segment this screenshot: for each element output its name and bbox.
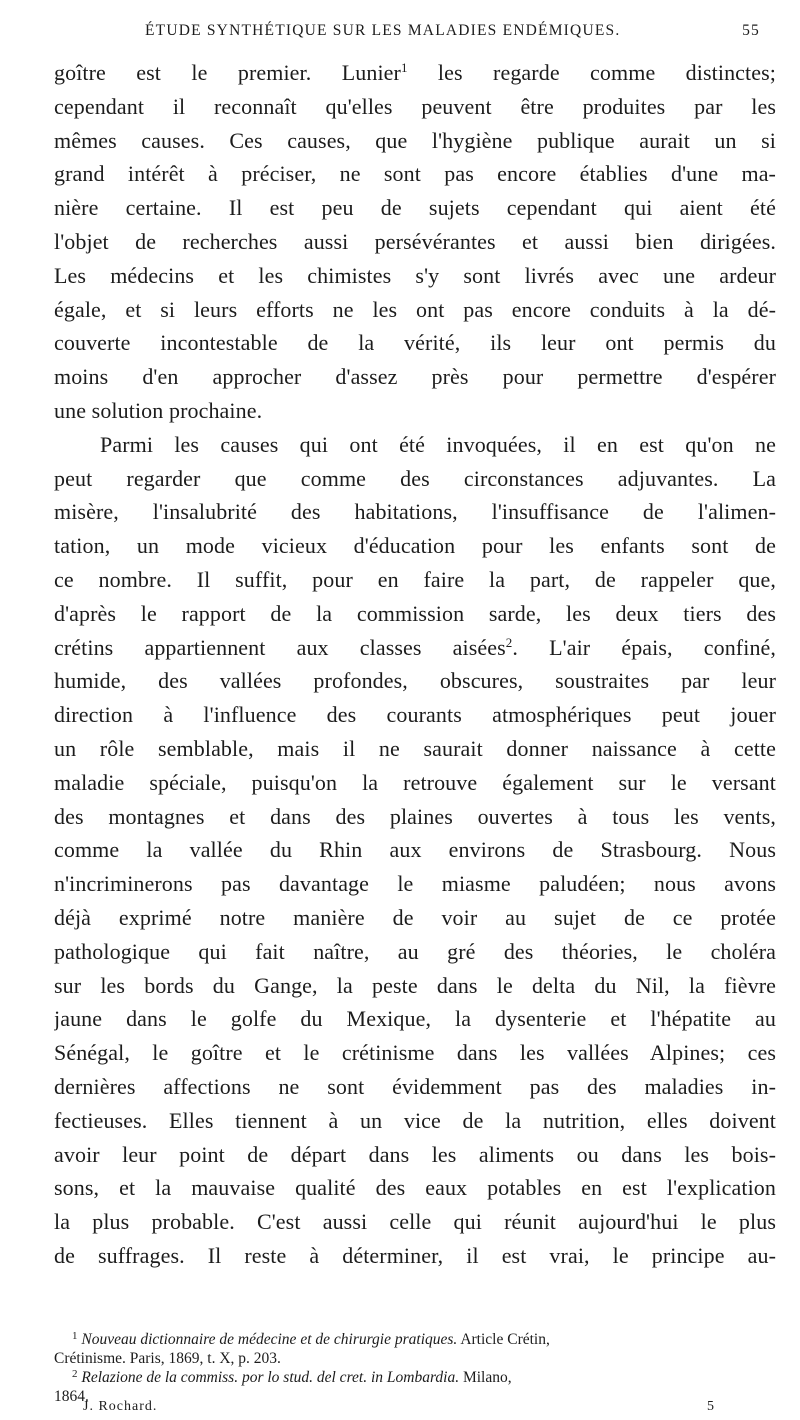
text-line-content: misère, l'insalubrité des habitations, l'insuffisance de l'alimen-	[54, 499, 776, 525]
text-line	[54, 664, 776, 698]
text-line	[54, 360, 776, 394]
text-line	[54, 326, 776, 360]
text-line	[54, 597, 776, 631]
printer-signature	[83, 1399, 783, 1415]
text-line	[54, 1002, 776, 1036]
footnote-1-marker: 1	[72, 1330, 78, 1342]
text-line-content: maladie spéciale, puisqu'on la retrouve également sur le versant	[54, 769, 776, 795]
text-line	[54, 1070, 776, 1104]
text-line-content: grand intérêt à préciser, ne sont pas encore établies d'une ma-	[54, 161, 776, 187]
text-line-content: pathologique qui fait naître, au gré des théories, le choléra	[54, 938, 776, 964]
footnote-2-continuation: 1864.	[54, 1388, 89, 1405]
text-line	[54, 124, 776, 158]
signature-sheet-number: 5	[707, 1399, 715, 1414]
text-line	[54, 1171, 776, 1205]
text-line	[54, 56, 776, 90]
text-line	[54, 462, 776, 496]
text-line-content: Les médecins et les chimistes s'y sont livrés avec une ardeur	[54, 262, 776, 288]
text-line	[54, 1104, 776, 1138]
text-line-content: cependant il reconnaît qu'elles peuvent être produites par les	[54, 93, 776, 119]
text-line	[54, 495, 776, 529]
text-line	[54, 698, 776, 732]
signature-author: J. Rochard.	[83, 1399, 158, 1414]
text-line	[54, 732, 776, 766]
text-line	[54, 867, 776, 901]
text-line-content: dernières affections ne sont évidemment pas des maladies in-	[54, 1073, 776, 1099]
running-head-title: ÉTUDE SYNTHÉTIQUE SUR LES MALADIES ENDÉMIQUES.	[145, 22, 621, 39]
text-line-content: les regarde comme distinctes;	[407, 60, 776, 85]
text-line-content: crétins appartiennent aux classes aisées	[54, 634, 506, 660]
text-line-content: humide, des vallées profondes, obscures, soustraites par leur	[54, 668, 776, 694]
text-line	[54, 259, 776, 293]
text-line-content: fectieuses. Elles tiennent à un vice de la nutrition, elles doivent	[54, 1107, 776, 1133]
text-line-content: la plus probable. C'est aussi celle qui réunit aujourd'hui le plus	[54, 1209, 776, 1235]
text-line-content: sur les bords du Gange, la peste dans le delta du Nil, la fièvre	[54, 972, 776, 998]
text-line	[54, 1138, 776, 1172]
text-line	[54, 766, 776, 800]
footnote-2	[54, 1368, 774, 1387]
footnote-1-text: Article Crétin,	[457, 1331, 550, 1348]
text-line-content: tation, un mode vicieux d'éducation pour les enfants sont de	[54, 533, 776, 559]
text-line	[54, 1036, 776, 1070]
text-line-content: comme la vallée du Rhin aux environs de Strasbourg. Nous	[54, 837, 776, 863]
text-line	[54, 428, 776, 462]
text-line	[54, 901, 776, 935]
text-line-content: d'après le rapport de la commission sarde, les deux tiers des	[54, 600, 776, 626]
text-line-content: moins d'en approcher d'assez près pour permettre d'espérer	[54, 364, 776, 390]
text-line-content: des montagnes et dans des plaines ouvertes à tous les vents,	[54, 803, 776, 829]
footnote-reference: 1	[400, 60, 408, 75]
footnotes	[54, 1330, 774, 1406]
text-line	[54, 293, 776, 327]
text-line	[54, 191, 776, 225]
page-number: 55	[742, 22, 760, 39]
text-line-content: n'incriminerons pas davantage le miasme paludéen; nous avons	[54, 871, 776, 897]
text-line	[54, 394, 776, 428]
text-line-content: couverte incontestable de la vérité, ils leur ont permis du	[54, 330, 776, 356]
footnote-2-marker: 2	[72, 1368, 78, 1380]
footnote-2-title: Relazione de la commiss. por lo stud. del cret. in Lombardia.	[81, 1369, 460, 1386]
text-line-content: mêmes causes. Ces causes, que l'hygiène publique aurait un si	[54, 127, 776, 153]
text-line	[54, 1239, 776, 1273]
text-line-content: une solution prochaine.	[54, 397, 263, 423]
text-line-content: jaune dans le golfe du Mexique, la dysenterie et l'hépatite au	[54, 1006, 776, 1032]
text-line	[54, 563, 776, 597]
footnote-1	[54, 1330, 774, 1349]
text-line-content: égale, et si leurs efforts ne les ont pas encore conduits à la dé-	[54, 296, 776, 322]
text-line	[54, 529, 776, 563]
text-line-content: nière certaine. Il est peu de sujets cependant qui aient été	[54, 195, 776, 221]
footnote-2-text: Milano,	[459, 1369, 512, 1386]
text-line	[54, 969, 776, 1003]
text-line	[54, 157, 776, 191]
text-line	[54, 833, 776, 867]
text-line-content: Sénégal, le goître et le crétinisme dans les vallées Alpines; ces	[54, 1040, 776, 1066]
footnote-reference: 2	[505, 634, 513, 650]
text-line-content: avoir leur point de départ dans les aliments ou dans les bois-	[54, 1141, 776, 1167]
text-line-content: de suffrages. Il reste à déterminer, il est vrai, le principe au-	[54, 1242, 776, 1268]
text-line-content: Parmi les causes qui ont été invoquées, il en est qu'on ne	[100, 431, 776, 457]
text-line	[54, 225, 776, 259]
text-line-content: un rôle semblable, mais il ne saurait donner naissance à cette	[54, 735, 776, 761]
footnote-1-continuation: Crétinisme. Paris, 1869, t. X, p. 203.	[54, 1350, 281, 1367]
text-line-content: ce nombre. Il suffit, pour en faire la part, de rappeler que,	[54, 566, 776, 592]
text-line-content: goître est le premier. Lunier	[54, 60, 401, 85]
text-line-content: déjà exprimé notre manière de voir au sujet de ce protée	[54, 904, 776, 930]
body-text	[54, 56, 776, 1273]
text-line	[54, 935, 776, 969]
footnote-1-title: Nouveau dictionnaire de médecine et de chirurgie pratiques.	[81, 1331, 458, 1348]
text-line-content: l'objet de recherches aussi persévérantes et aussi bien dirigées.	[54, 228, 776, 254]
text-line-content: . L'air épais, confiné,	[512, 634, 776, 660]
text-line	[54, 800, 776, 834]
text-line-content: direction à l'influence des courants atmosphériques peut jouer	[54, 702, 776, 728]
text-line	[54, 631, 776, 665]
text-line-content: peut regarder que comme des circonstances adjuvantes. La	[54, 465, 776, 491]
text-line	[54, 1205, 776, 1239]
text-line-content: sons, et la mauvaise qualité des eaux potables en est l'explication	[54, 1175, 776, 1201]
text-line	[54, 90, 776, 124]
running-head	[145, 22, 785, 44]
